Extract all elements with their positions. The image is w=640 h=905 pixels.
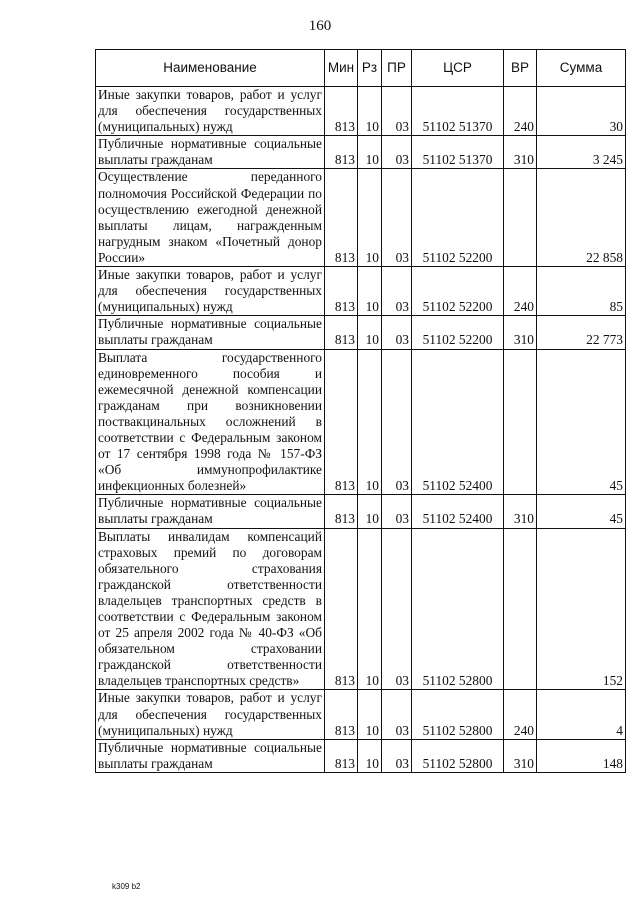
cell-csr: 51102 51370 — [412, 136, 504, 169]
cell-pr: 03 — [382, 316, 412, 349]
cell-pr: 03 — [382, 136, 412, 169]
cell-min: 813 — [325, 136, 358, 169]
footer-code: k309 b2 — [112, 882, 141, 891]
cell-min: 813 — [325, 316, 358, 349]
table-row — [96, 690, 626, 739]
cell-name: Публичные нормативные социальные выплаты гражданам — [96, 495, 325, 528]
cell-vr: 310 — [504, 495, 537, 528]
cell-min: 813 — [325, 349, 358, 495]
cell-sum: 4 — [537, 690, 626, 739]
cell-sum: 3 245 — [537, 136, 626, 169]
cell-sum: 30 — [537, 87, 626, 136]
cell-vr — [504, 528, 537, 690]
cell-min: 813 — [325, 495, 358, 528]
cell-pr: 03 — [382, 690, 412, 739]
table-row — [96, 349, 626, 495]
table-row — [96, 87, 626, 136]
table-row — [96, 267, 626, 316]
header-vr: ВР — [504, 50, 537, 87]
cell-vr: 310 — [504, 739, 537, 772]
header-rz: Рз — [358, 50, 382, 87]
cell-vr: 240 — [504, 690, 537, 739]
cell-name: Публичные нормативные социальные выплаты гражданам — [96, 739, 325, 772]
cell-csr: 51102 51370 — [412, 87, 504, 136]
cell-rz: 10 — [358, 267, 382, 316]
page-number: 160 — [308, 18, 332, 34]
cell-rz: 10 — [358, 349, 382, 495]
table-row — [96, 136, 626, 169]
table-body — [96, 87, 626, 773]
cell-min: 813 — [325, 528, 358, 690]
cell-rz: 10 — [358, 316, 382, 349]
cell-rz: 10 — [358, 495, 382, 528]
cell-name: Иные закупки товаров, работ и услуг для обеспечения государственных (муниципальных) нужд — [96, 690, 325, 739]
cell-csr: 51102 52800 — [412, 739, 504, 772]
budget-table — [95, 49, 626, 773]
cell-min: 813 — [325, 690, 358, 739]
cell-vr — [504, 349, 537, 495]
cell-sum: 22 773 — [537, 316, 626, 349]
cell-pr: 03 — [382, 739, 412, 772]
cell-sum: 45 — [537, 495, 626, 528]
cell-csr: 51102 52400 — [412, 495, 504, 528]
cell-csr: 51102 52400 — [412, 349, 504, 495]
table-row — [96, 739, 626, 772]
cell-min: 813 — [325, 267, 358, 316]
cell-vr: 310 — [504, 136, 537, 169]
cell-name: Публичные нормативные социальные выплаты гражданам — [96, 316, 325, 349]
cell-csr: 51102 52200 — [412, 316, 504, 349]
header-row — [96, 50, 626, 87]
cell-pr: 03 — [382, 267, 412, 316]
header-min: Мин — [325, 50, 358, 87]
cell-pr: 03 — [382, 495, 412, 528]
cell-sum: 45 — [537, 349, 626, 495]
cell-csr: 51102 52200 — [412, 267, 504, 316]
header-name: Наименование — [96, 50, 325, 87]
cell-sum: 148 — [537, 739, 626, 772]
cell-rz: 10 — [358, 87, 382, 136]
table-row — [96, 528, 626, 690]
cell-rz: 10 — [358, 690, 382, 739]
table-row — [96, 495, 626, 528]
header-pr: ПР — [382, 50, 412, 87]
cell-pr: 03 — [382, 169, 412, 267]
cell-sum: 85 — [537, 267, 626, 316]
table-row — [96, 169, 626, 267]
cell-rz: 10 — [358, 528, 382, 690]
cell-name: Иные закупки товаров, работ и услуг для обеспечения государственных (муниципальных) нужд — [96, 87, 325, 136]
cell-csr: 51102 52800 — [412, 528, 504, 690]
cell-csr: 51102 52800 — [412, 690, 504, 739]
cell-vr — [504, 169, 537, 267]
cell-vr: 240 — [504, 267, 537, 316]
cell-name: Осуществление переданного полномочия Российской Федерации по осуществлению ежегодной денежной выплаты лицам, награжденным нагрудным знаком «Почетный донор России» — [96, 169, 325, 267]
cell-rz: 10 — [358, 739, 382, 772]
cell-rz: 10 — [358, 169, 382, 267]
cell-csr: 51102 52200 — [412, 169, 504, 267]
cell-sum: 152 — [537, 528, 626, 690]
cell-name: Иные закупки товаров, работ и услуг для обеспечения государственных (муниципальных) нужд — [96, 267, 325, 316]
header-csr: ЦСР — [412, 50, 504, 87]
cell-name: Выплата государственного единовременного пособия и ежемесячной денежной компенсации гражданам при возникновении поствакцинальных осложнений в соответствии с Федеральным законом от 17 сентября 1998 года № 157-ФЗ «Об иммунопрофилактике инфекционных болезней» — [96, 349, 325, 495]
cell-vr: 310 — [504, 316, 537, 349]
cell-min: 813 — [325, 169, 358, 267]
cell-min: 813 — [325, 739, 358, 772]
cell-pr: 03 — [382, 528, 412, 690]
cell-rz: 10 — [358, 136, 382, 169]
header-sum: Сумма — [537, 50, 626, 87]
table-row — [96, 316, 626, 349]
cell-name: Выплаты инвалидам компенсаций страховых премий по договорам обязательного страхования гражданской ответственности владельцев транспортных средств в соответствии с Федеральным законом от 25 апреля 2002 года № 40-ФЗ «Об обязательном страховании гражданской ответственности владельцев транспортных средств» — [96, 528, 325, 690]
cell-sum: 22 858 — [537, 169, 626, 267]
cell-name: Публичные нормативные социальные выплаты гражданам — [96, 136, 325, 169]
cell-vr: 240 — [504, 87, 537, 136]
cell-pr: 03 — [382, 349, 412, 495]
cell-pr: 03 — [382, 87, 412, 136]
cell-min: 813 — [325, 87, 358, 136]
